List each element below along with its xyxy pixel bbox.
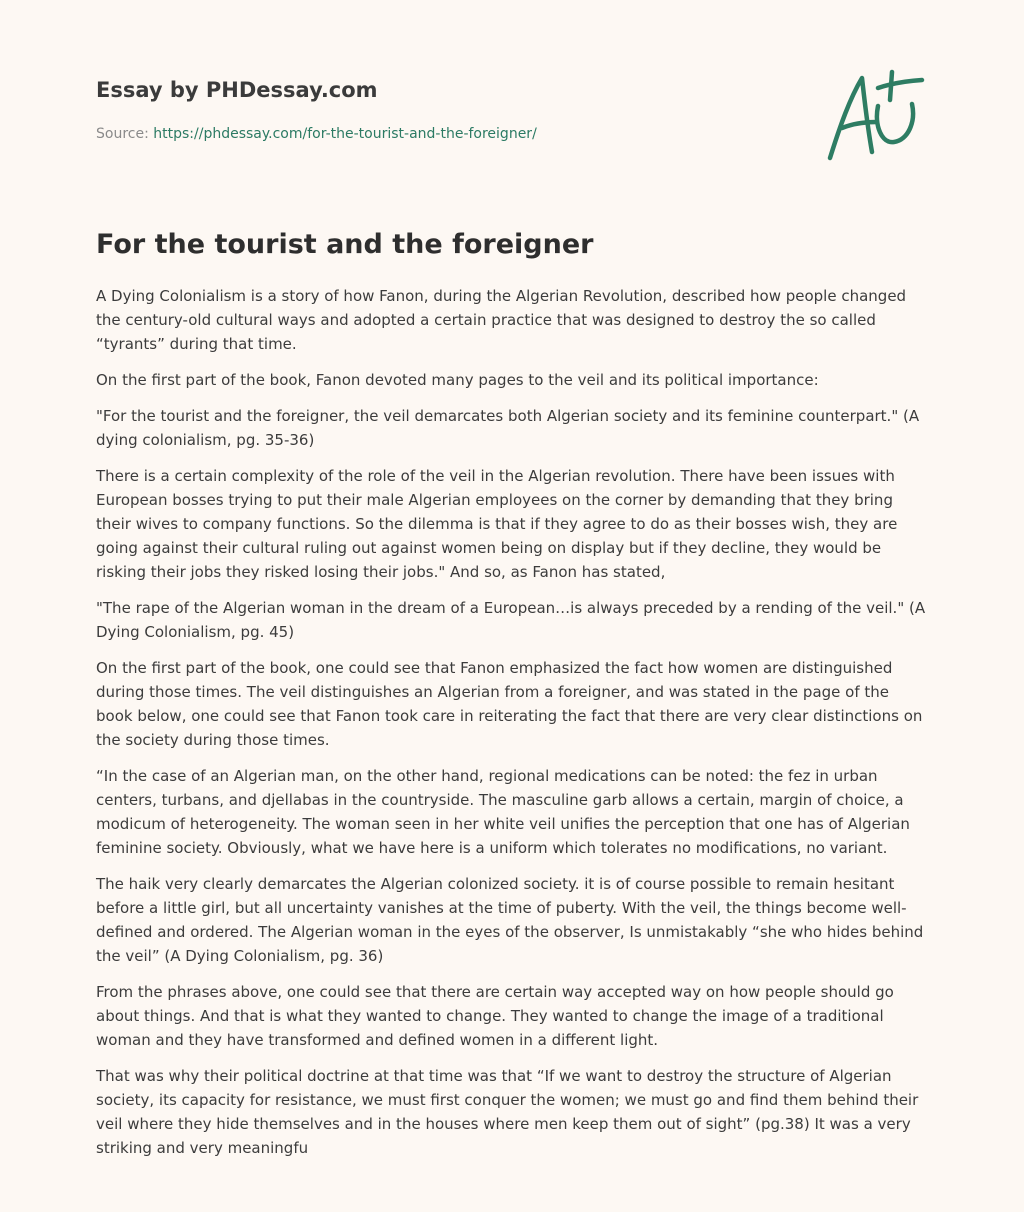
paragraph: "The rape of the Algerian woman in the dream of a European…is always preceded by a rending of the veil." (A Dying Colonialism, pg. 45) [96,599,926,641]
source-link[interactable]: https://phdessay.com/for-the-tourist-and-the-foreigner/ [153,126,537,142]
paragraph: The haik very clearly demarcates the Algerian colonized society. it is of course possible to remain hesitant before a little girl, but all uncertainty vanishes at the time of puberty. With the veil, the things become well-defined and ordered. The Algerian woman in the eyes of the observer, Is unmistakably “she who hides behind the veil” (A Dying Colonialism, pg. 36) [96,875,924,965]
essay-header [96,76,796,144]
paragraph: “In the case of an Algerian man, on the other hand, regional medications can be noted: the fez in urban centers, turbans, and djellabas in the countryside. The masculine garb allows a certain, margin of choice, a modicum of heterogeneity. The woman seen in her white veil unifies the perception that one has of Algerian feminine society. Obviously, what we have here is a uniform which tolerates no modifications, no variant. [96,767,910,857]
paragraph: A Dying Colonialism is a story of how Fanon, during the Algerian Revolution, described how people changed the century-old cultural ways and adopted a certain practice that was designed to destroy the so called “tyrants” during that time. [96,287,907,353]
a-plus-logo-graphic [820,66,930,166]
a-plus-logo-icon [820,66,930,166]
site-title: Essay by PHDessay.com [96,78,378,102]
source-label: Source: [96,126,154,142]
paragraph: There is a certain complexity of the role of the veil in the Algerian revolution. There have been issues with European bosses trying to put their male Algerian employees on the corner by demanding that they bring their wives to company functions. So the dilemma is that if they agree to do as their bosses wish, they are going against their cultural ruling out against women being on display but if they decline, they would be risking their jobs they risked losing their jobs." And so, as Fanon has stated, [96,467,898,581]
paragraph: From the phrases above, one could see that there are certain way accepted way on how people should go about things. And that is what they wanted to change. They wanted to change the image of a traditional woman and they have transformed and defined women in a different light. [96,983,894,1049]
essay-title: For the tourist and the foreigner [96,229,594,260]
paragraph: "For the tourist and the foreigner, the veil demarcates both Algerian society and its feminine counterpart." (A dying colonialism, pg. 35-36) [96,407,920,449]
essay-body [96,284,928,1172]
paragraph: On the first part of the book, one could see that Fanon emphasized the fact how women are distinguished during those times. The veil distinguishes an Algerian from a foreigner, and was stated in the page of the book below, one could see that Fanon took care in reiterating the fact that there are very clear distinctions on the society during those times. [96,659,923,749]
paragraph: On the first part of the book, Fanon devoted many pages to the veil and its political importance: [96,371,819,389]
paragraph: That was why their political doctrine at that time was that “If we want to destroy the structure of Algerian society, its capacity for resistance, we must first conquer the women; we must go and find them behind their veil where they hide themselves and in the houses where men keep them out of sight” (pg.38) It was a very striking and very meaningfu [96,1067,919,1157]
source-line [96,124,796,144]
